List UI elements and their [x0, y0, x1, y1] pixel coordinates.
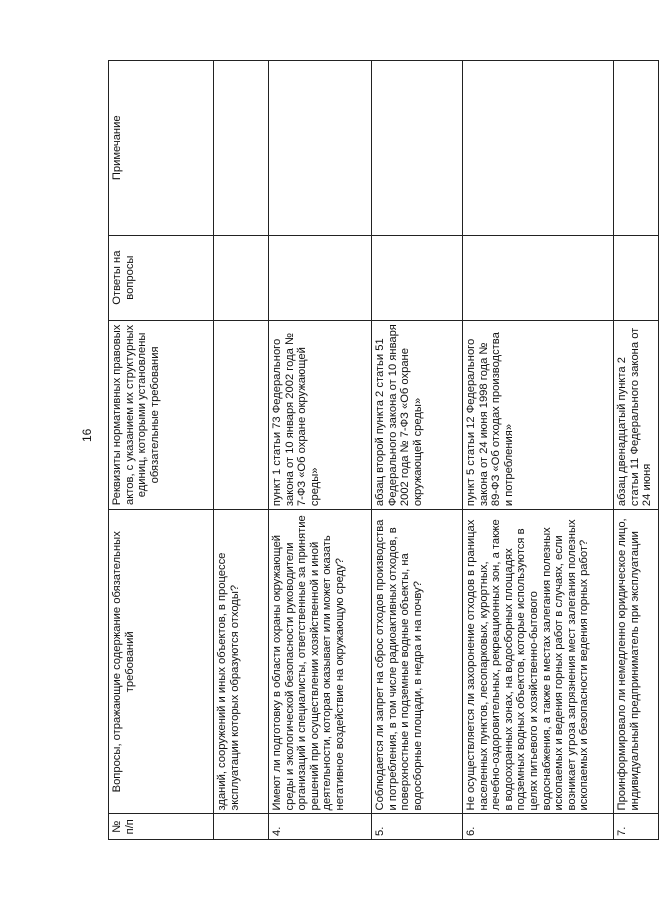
row-note	[614, 61, 659, 236]
table-row	[614, 61, 659, 840]
row-question: Имеют ли подготовку в области охраны окружающей среды и экологической безопасности руководители организаций и специалисты, ответственные за принятие решений при осуществлении хозяйственной и иной деятельности, которая оказывает или может оказать негативное воздействие на окружающую среду?	[269, 510, 372, 814]
rotated-table-container	[108, 60, 654, 840]
row-num: 6.	[463, 814, 614, 840]
row-requisite: пункт 1 статьи 73 Федерального закона от 10 января 2002 года № 7-ФЗ «Об охране окружающей среды»	[269, 320, 372, 509]
row-question: Проинформировало ли немедленно юридическое лицо, индивидуальный предприниматель при эксплуатации	[614, 510, 659, 814]
table-row	[214, 61, 269, 840]
header-answers: Ответы на вопросы	[109, 235, 214, 320]
row-answer	[372, 235, 463, 320]
row-num: 5.	[372, 814, 463, 840]
row-question: зданий, сооружений и иных объектов, в процессе эксплуатации которых образуются отходы?	[214, 510, 269, 814]
row-requisite	[214, 320, 269, 509]
row-requisite: абзац двенадцатый пункта 2 статьи 11 Федерального закона от 24 июня	[614, 320, 659, 509]
requirements-table	[108, 60, 659, 840]
row-num: 4.	[269, 814, 372, 840]
table-row	[269, 61, 372, 840]
header-num: № п/п	[109, 814, 214, 840]
row-answer	[269, 235, 372, 320]
row-num: 7.	[614, 814, 659, 840]
page-number: 16	[80, 428, 94, 442]
row-answer	[214, 235, 269, 320]
header-questions: Вопросы, отражающие содержание обязательных требований	[109, 510, 214, 814]
row-num	[214, 814, 269, 840]
row-answer	[463, 235, 614, 320]
row-note	[463, 61, 614, 236]
table-row	[372, 61, 463, 840]
row-question: Соблюдается ли запрет на сброс отходов производства и потребления, в том числе радиоактивных отходов, в поверхностные и подземные водные объекты, на водосборные площади, в недра и на почву?	[372, 510, 463, 814]
table-row	[463, 61, 614, 840]
row-note	[269, 61, 372, 236]
row-answer	[614, 235, 659, 320]
table-header-row	[109, 61, 214, 840]
row-requisite: абзац второй пункта 2 статьи 51 Федерального закона от 10 января 2002 года № 7-ФЗ «Об охране окружающей среды»	[372, 320, 463, 509]
header-notes: Примечание	[109, 61, 214, 236]
row-requisite: пункт 5 статьи 12 Федерального закона от 24 июня 1998 года № 89-ФЗ «Об отходах производства и потребления»	[463, 320, 614, 509]
row-note	[214, 61, 269, 236]
header-requisites: Реквизиты нормативных правовых актов, с указанием их структурных единиц, которыми установлены обязательные требования	[109, 320, 214, 509]
row-question: Не осуществляется ли захоронение отходов в границах населенных пунктов, лесопарковых, курортных, лечебно-оздоровительных, рекреационных зон, а также в водоохранных зонах, на водосборных площадях подземных водных объектов, которые используются в целях питьевого и хозяйственно-бытового водоснабжения, а также в местах залегания полезных ископаемых и ведения горных работ в случаях, если возникает угроза загрязнения мест залегания полезных ископаемых и безопасности ведения горных работ?	[463, 510, 614, 814]
row-note	[372, 61, 463, 236]
